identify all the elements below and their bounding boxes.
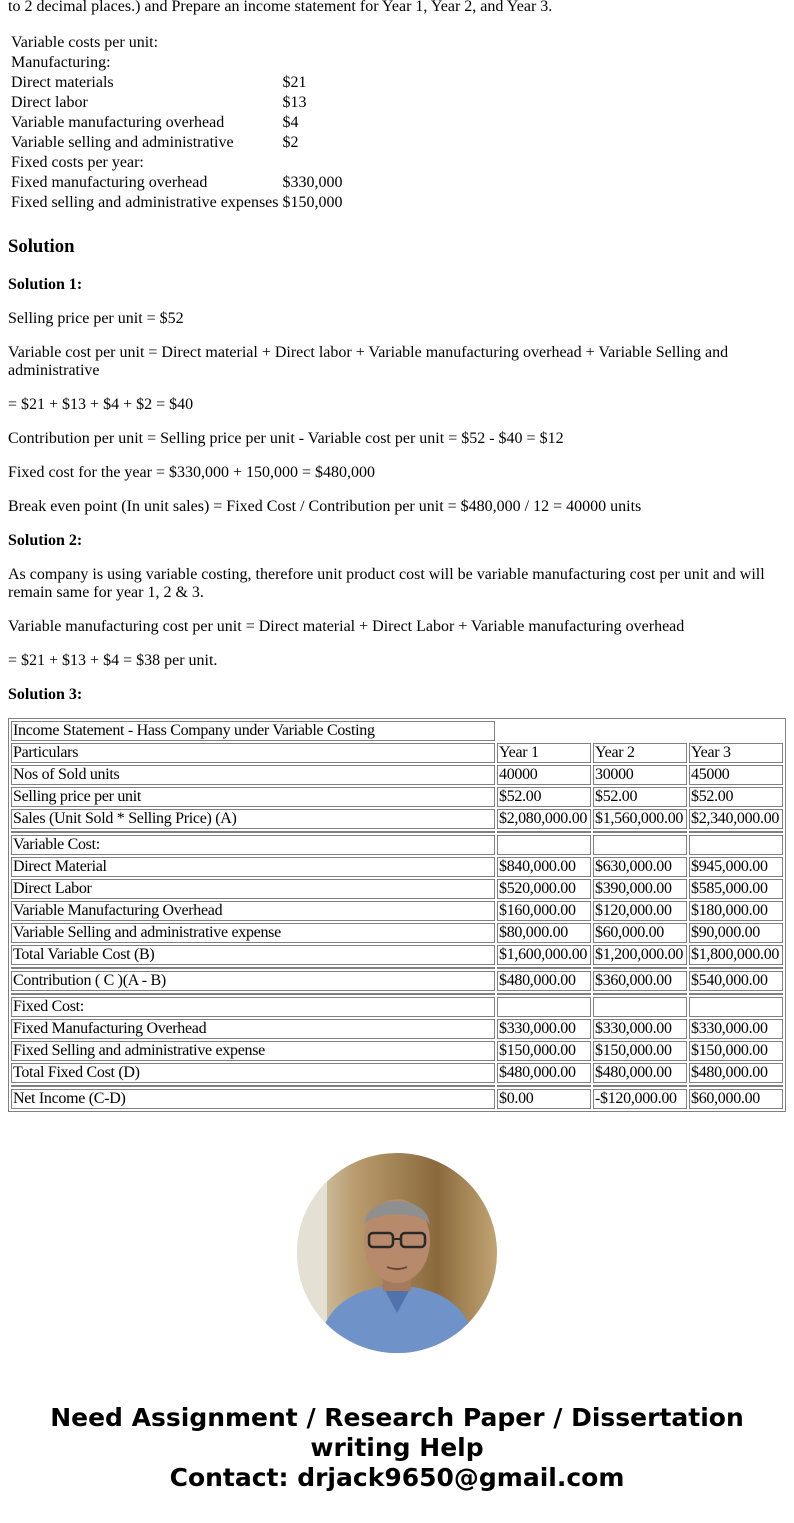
separator-cell [11,831,495,833]
row-separator [11,831,783,833]
cost-row [10,54,344,72]
table-row [11,901,783,921]
separator-cell [593,831,687,833]
table-row [11,923,783,943]
cost-row [10,114,344,132]
row-label: Nos of Sold units [11,765,495,785]
year-3-value: $1,800,000.00 [689,945,783,965]
cost-label: Fixed selling and administrative expenses [11,194,279,211]
separator-cell [593,967,687,969]
table-title: Income Statement - Hass Company under Variable Costing [11,721,495,741]
table-row [11,1089,783,1109]
solution3-heading: Solution 3: [8,686,83,703]
solution2-para: Variable manufacturing cost per unit = Direct material + Direct Labor + Variable manufacturing overhead [8,618,685,635]
cost-row [10,94,344,112]
year-1-value: $160,000.00 [497,901,591,921]
separator-cell [11,967,495,969]
separator-cell [689,831,783,833]
separator-cell [497,1085,591,1087]
cost-label: Fixed costs per year: [11,154,144,171]
year-3-value [689,835,783,855]
cost-value: $4 [282,114,299,131]
table-row [11,1041,783,1061]
solution2-para: As company is using variable costing, therefore unit product cost will be variable manufacturing cost per unit and will remain same for year 1, 2 & 3. [8,566,765,601]
cost-row [10,74,344,92]
row-label: Variable Manufacturing Overhead [11,901,495,921]
table-row [11,879,783,899]
cost-label: Direct labor [11,94,88,111]
document [8,0,786,1112]
table-row [11,971,783,991]
separator-cell [497,967,591,969]
cost-row [10,174,344,192]
person-portrait-icon [297,1153,497,1353]
separator-cell [11,1085,495,1087]
row-label: Fixed Cost: [11,997,495,1017]
cost-data-table [8,32,346,214]
solution1-para: Contribution per unit = Selling price per unit - Variable cost per unit = $52 - $40 = $12 [8,430,564,447]
year-3-value: $52.00 [689,787,783,807]
year-2-value [593,835,687,855]
year-2-value: 30000 [593,765,687,785]
row-label: Variable Cost: [11,835,495,855]
row-label: Direct Labor [11,879,495,899]
year-2-value: Year 2 [593,743,687,763]
cost-label: Manufacturing: [11,54,111,71]
solution1-para: Break even point (In unit sales) = Fixed Cost / Contribution per unit = $480,000 / 12 = 40000 units [8,498,642,515]
cost-label: Fixed manufacturing overhead [11,174,208,191]
separator-cell [497,993,591,995]
solution2-heading: Solution 2: [8,532,83,549]
question-intro: to 2 decimal places.) and Prepare an income statement for Year 1, Year 2, and Year 3. [8,0,553,15]
year-2-value: $52.00 [593,787,687,807]
row-label: Total Variable Cost (B) [11,945,495,965]
footer-line: writing Help [310,1433,484,1462]
footer-line: Need Assignment / Research Paper / Dissertation [50,1403,744,1432]
year-3-value: $180,000.00 [689,901,783,921]
table-row [11,1063,783,1083]
year-3-value: $60,000.00 [689,1089,783,1109]
cost-value [282,34,344,52]
table-row [11,1019,783,1039]
table-row [11,857,783,877]
solution1-para: Fixed cost for the year = $330,000 + 150,000 = $480,000 [8,464,376,481]
separator-cell [497,831,591,833]
year-2-value: $1,200,000.00 [593,945,687,965]
solution1-para: = $21 + $13 + $4 + $2 = $40 [8,396,194,413]
cost-row [10,134,344,152]
year-2-value: $120,000.00 [593,901,687,921]
cost-value: $21 [282,74,307,91]
author-photo [297,1153,497,1353]
year-1-value: $520,000.00 [497,879,591,899]
year-3-value: $585,000.00 [689,879,783,899]
table-row [11,809,783,829]
separator-cell [689,1085,783,1087]
year-2-value: $360,000.00 [593,971,687,991]
separator-cell [689,993,783,995]
year-1-value: $480,000.00 [497,1063,591,1083]
year-1-value [497,835,591,855]
year-2-value: $60,000.00 [593,923,687,943]
cost-label: Variable selling and administrative [11,134,234,151]
table-row [11,787,783,807]
year-1-value: $840,000.00 [497,857,591,877]
table-header-row [11,743,783,763]
year-3-value: $90,000.00 [689,923,783,943]
separator-cell [689,967,783,969]
row-label: Variable Selling and administrative expense [11,923,495,943]
separator-cell [593,993,687,995]
row-label: Fixed Manufacturing Overhead [11,1019,495,1039]
year-3-value: $330,000.00 [689,1019,783,1039]
row-label: Selling price per unit [11,787,495,807]
cost-label: Direct materials [11,74,114,91]
year-2-value: $480,000.00 [593,1063,687,1083]
table-row [11,835,783,855]
year-1-value: $52.00 [497,787,591,807]
solution1-para: Variable cost per unit = Direct material + Direct labor + Variable manufacturing overhead + Variable Selling and administrative [8,344,729,379]
year-2-value: $150,000.00 [593,1041,687,1061]
row-separator [11,967,783,969]
year-2-value: -$120,000.00 [593,1089,687,1109]
table-title-row [11,721,783,741]
cost-value: $150,000 [282,194,343,211]
solution-heading: Solution [8,236,75,257]
cost-value: $2 [282,134,299,151]
row-label: Direct Material [11,857,495,877]
year-1-value: $2,080,000.00 [497,809,591,829]
year-1-value: $150,000.00 [497,1041,591,1061]
row-label: Fixed Selling and administrative expense [11,1041,495,1061]
row-label: Sales (Unit Sold * Selling Price) (A) [11,809,495,829]
cost-value: $13 [282,94,307,111]
cost-label: Variable costs per unit: [11,34,159,51]
table-row [11,997,783,1017]
year-3-value: $945,000.00 [689,857,783,877]
solution2-para: = $21 + $13 + $4 = $38 per unit. [8,652,218,669]
cost-value [282,154,344,172]
year-2-value: $1,560,000.00 [593,809,687,829]
year-2-value: $390,000.00 [593,879,687,899]
table-row [11,945,783,965]
cost-value: $330,000 [282,174,343,191]
solution1-para: Selling price per unit = $52 [8,310,184,327]
year-3-value: $480,000.00 [689,1063,783,1083]
year-1-value: $0.00 [497,1089,591,1109]
year-1-value [497,997,591,1017]
year-2-value: $330,000.00 [593,1019,687,1039]
separator-cell [593,1085,687,1087]
year-1-value: $1,600,000.00 [497,945,591,965]
footer-advert [0,1403,794,1493]
year-3-value: $2,340,000.00 [689,809,783,829]
year-3-value: $540,000.00 [689,971,783,991]
year-2-value: $630,000.00 [593,857,687,877]
year-1-value: 40000 [497,765,591,785]
cost-label: Variable manufacturing overhead [11,114,225,131]
row-label: Particulars [11,743,495,763]
year-3-value: $150,000.00 [689,1041,783,1061]
year-3-value [689,997,783,1017]
row-separator [11,993,783,995]
solution1-heading: Solution 1: [8,276,83,293]
row-separator [11,1085,783,1087]
separator-cell [11,993,495,995]
row-label: Total Fixed Cost (D) [11,1063,495,1083]
year-1-value: $480,000.00 [497,971,591,991]
year-1-value: $330,000.00 [497,1019,591,1039]
year-1-value: Year 1 [497,743,591,763]
table-row [11,765,783,785]
cost-value [282,54,344,72]
year-1-value: $80,000.00 [497,923,591,943]
year-3-value: Year 3 [689,743,783,763]
row-label: Contribution ( C )(A - B) [11,971,495,991]
year-3-value: 45000 [689,765,783,785]
footer-contact: Contact: drjack9650@gmail.com [169,1463,625,1492]
income-statement-table [8,718,786,1112]
row-label: Net Income (C-D) [11,1089,495,1109]
cost-row [10,194,344,212]
cost-row [10,34,344,52]
year-2-value [593,997,687,1017]
cost-row [10,154,344,172]
